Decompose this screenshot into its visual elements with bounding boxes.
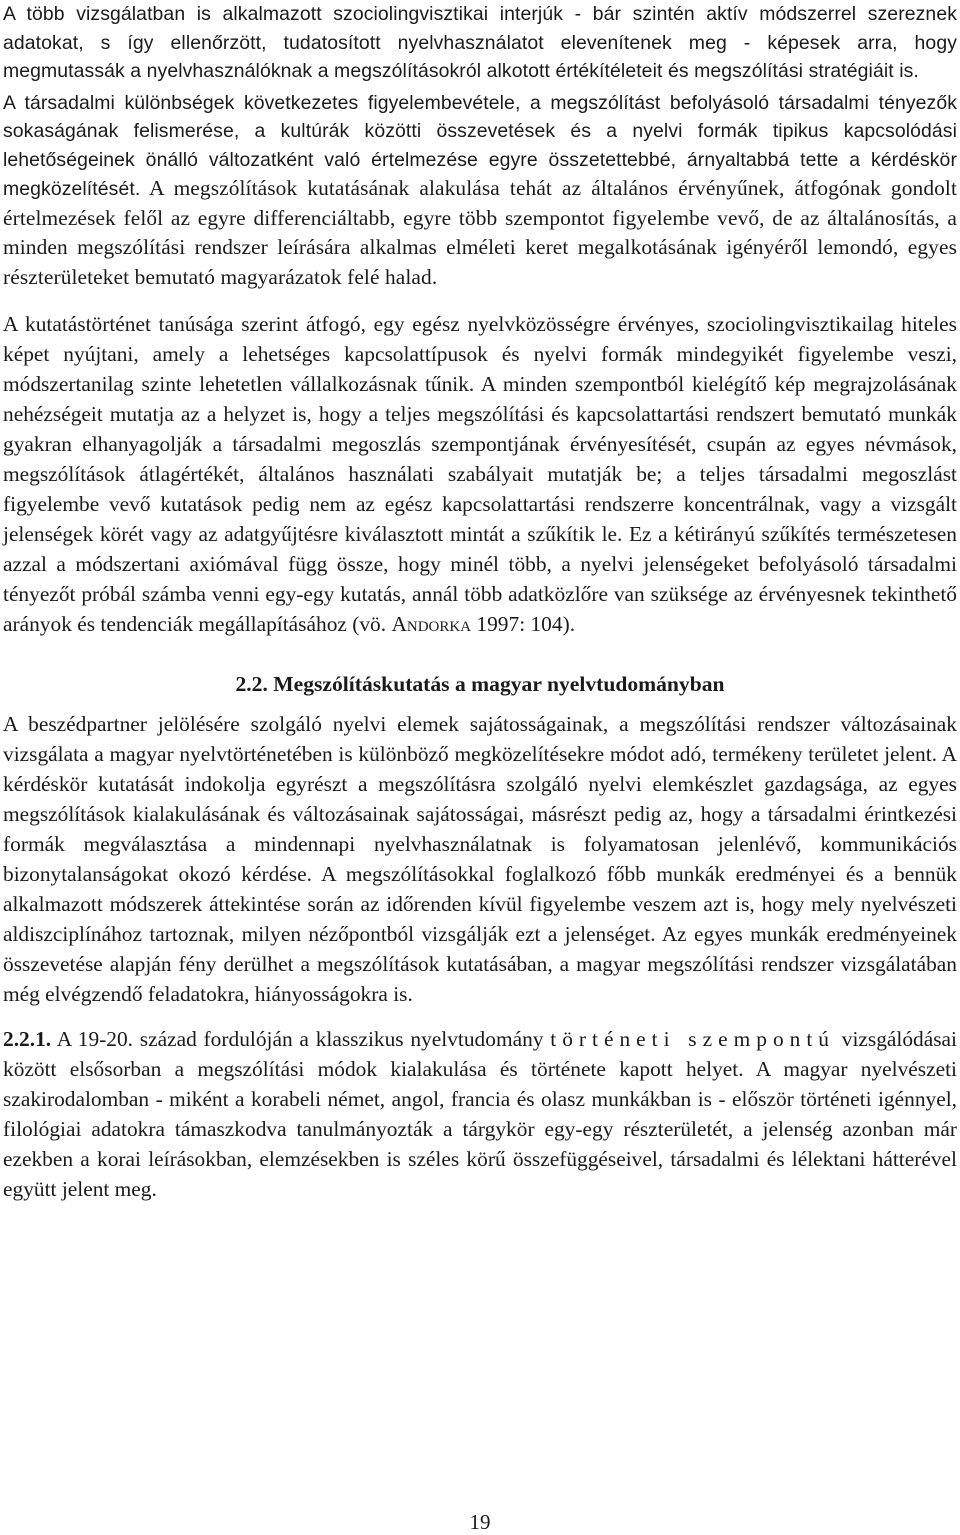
paragraph-social-differences [3,89,957,293]
subsection-number: 2.2.1. [3,1027,52,1051]
paragraph-research-history [3,309,957,639]
paragraph-partner-marking [3,709,957,1009]
paragraph-social-differences-text: A társadalmi különbségek következetes figyelembevétele, a megszólítást befolyásoló társadalmi tényezők sokaságának felismerése, a kultúrák közötti összevetések és a nyelvi formák tipikus kapcsolódási lehetőségeinek önálló változatként való értelmezése egyre összetettebbé, árnyaltabbá tette a kérdéskör megközelítését. [3,91,957,200]
paragraph-classical-linguistics-text-b: vizsgálódásai között elsősorban a megszólítási módok kialakulása és története kapott helyet. A magyar nyelvészeti szakirodalomban - miként a korabeli német, angol, francia és olasz munkákban is - először történeti igénnyel, filológiai adatokra támaszkodva tanulmányozták a tárgykör egy-egy részterületét, a jelenség azonban már ezekben a korai leírásokban, elemzésekben is széles körű összefüggéseivel, társadalmi és lélektani hátterével együtt jelent meg. [3,1027,957,1201]
paragraph-classical-linguistics-text-a: A 19-20. század fordulóján a klasszikus nyelvtudomány [51,1027,551,1051]
citation-year: 1997: 104). [471,612,576,636]
cited-author: Andorka [391,612,472,636]
paragraph-interviews-text: A több vizsgálatban is alkalmazott szociolingvisztikai interjúk - bár szintén aktív módszerrel szereznek adatokat, s így ellenőrzött, tudatosított nyelvhasználatot elevenítenek meg - képesek arra, hogy megmutassák a nyelvhasználóknak a megszólításokról alkotott értékítéleteit és megszólítási stratégiáit is. [3,3,957,82]
paragraph-research-direction-text: A megszólítások kutatásának alakulása tehát az általános érvényűnek, átfogónak gondolt értelmezések felől az egyre differenciáltabb, egyre több szempontot figyelembe vevő, de az általánosítás, a minden megszólítási rendszer leírására alkalmas elméleti keret megalkotásának igényéről lemondó, egyes részterületeket bemutató magyarázatok felé halad. [3,176,957,289]
document-page [3,0,957,1204]
emphasized-term: történeti szempontú [550,1027,835,1051]
section-heading: 2.2. Megszólításkutatás a magyar nyelvtudományban [235,672,725,696]
paragraph-interviews [3,0,957,86]
page-number: 19 [469,1510,491,1534]
paragraph-classical-linguistics [3,1024,957,1204]
paragraph-partner-marking-text: A beszédpartner jelölésére szolgáló nyelvi elemek sajátosságainak, a megszólítási rendszer változásainak vizsgálata a magyar nyelvtörténetében is különböző megközelítésekre módot adó, termékeny területet jelent. A kérdéskör kutatását indokolja egyrészt a megszólításra szolgáló nyelvi elemkészlet gazdagsága, az egyes megszólítások kialakulásának és változásainak sajátosságai, másrészt pedig az, hogy a társadalmi érintkezési formák megválasztása a mindennapi nyelvhasználatnak is folyamatosan jelenlévő, kommunikációs bizonytalanságokat okozó kérdése. A megszólításokkal foglalkozó főbb munkák eredményei és a bennük alkalmazott módszerek áttekintése során az időrenden kívül figyelembe veszem azt is, hogy mely nyelvészeti aldiszciplínához tartoznak, milyen nézőpontból vizsgálják ezt a jelenséget. Az egyes munkák eredményeinek összevetése alapján fény derülhet a megszólítások kutatásában, a magyar megszólítási rendszer vizsgálatában még elvégzendő feladatokra, hiányosságokra is. [3,712,957,1006]
paragraph-research-history-text: A kutatástörténet tanúsága szerint átfogó, egy egész nyelvközösségre érvényes, szociolingvisztikailag hiteles képet nyújtani, amely a lehetséges kapcsolattípusok és nyelvi formák mindegyikét figyelembe veszi, módszertanilag szinte lehetetlen vállalkozásnak tűnik. A minden szempontból kielégítő kép megrajzolásának nehézségeit mutatja az a helyzet is, hogy a teljes megszólítási és kapcsolattartási rendszert bemutató munkák gyakran elhanyagolják a társadalmi megoszlás szempontjának érvényesítését, csupán az egyes névmások, megszólítások átlagértékét, általános használati szabályait mutatják be; a teljes társadalmi megoszlást figyelembe vevő kutatások pedig nem az egész kapcsolattartási rendszerre koncentrálnak, vagy a vizsgált jelenségek körét vagy az adatgyűjtésre kiválasztott mintát a szűkítik le. Ez a kétirányú szűkítés természetesen azzal a módszertani axiómával függ össze, hogy minél több, a nyelvi jelenségeket befolyásoló társadalmi tényezőt próbál számba venni egy-egy kutatás, annál több adatközlőre van szüksége az érvényesnek tekinthető arányok és tendenciák megállapításához (vö. [3,312,957,636]
